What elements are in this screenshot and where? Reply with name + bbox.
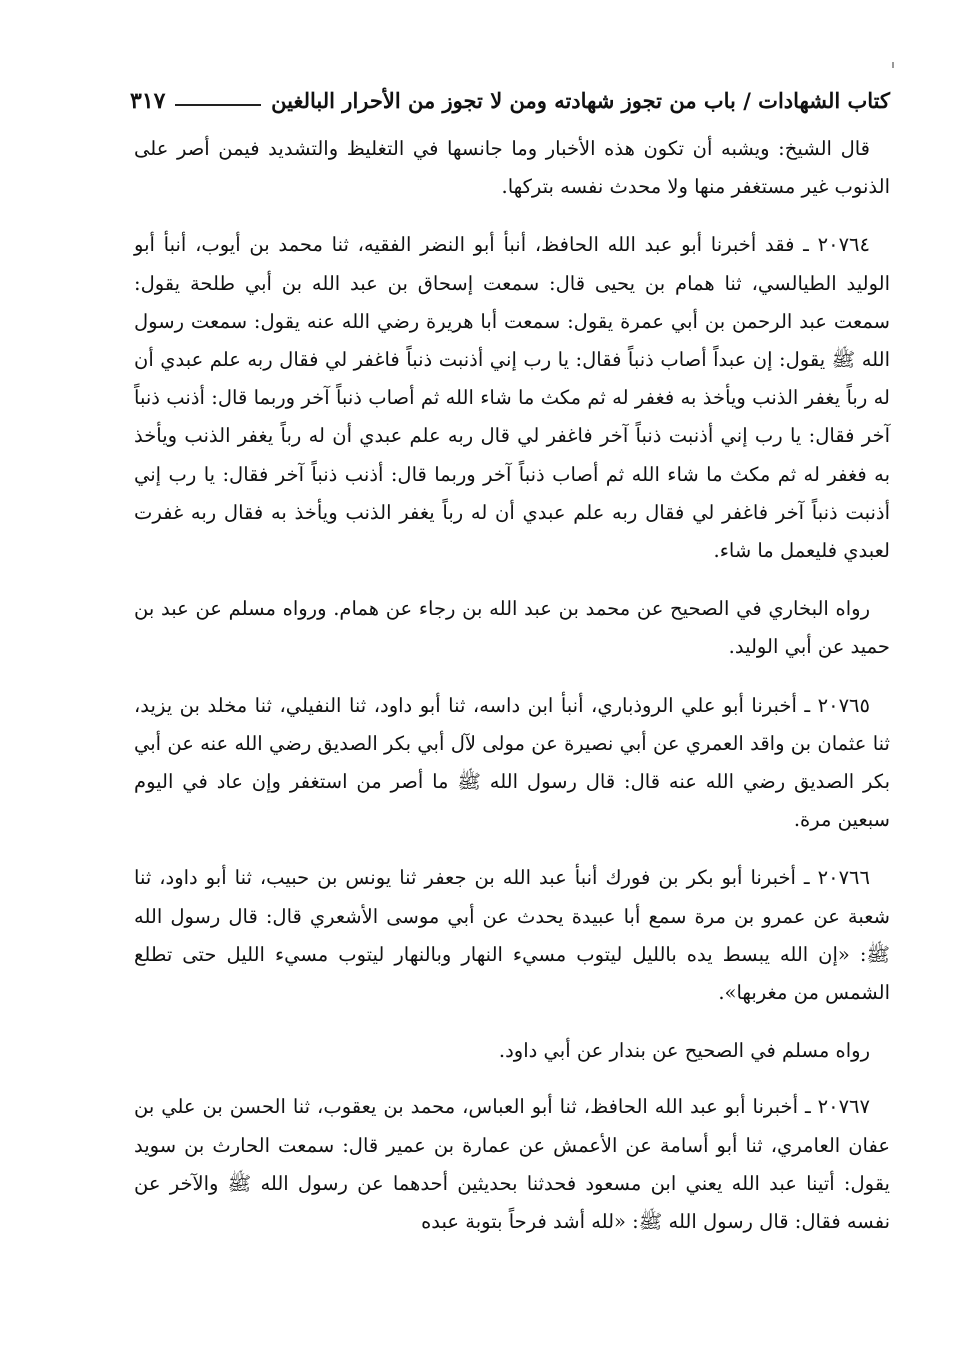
header-rule bbox=[175, 104, 261, 106]
takhrij-paragraph: رواه البخاري في الصحيح عن محمد بن عبد الله بن رجاء عن همام. ورواه مسلم عن عبد بن حميد عن أبي الوليد. bbox=[134, 597, 890, 659]
hadith-20766: ٢٠٧٦٦ ـ أخبرنا أبو بكر بن فورك أنبأ عبد الله بن جعفر ثنا يونس بن حبيب، ثنا أبو داود، ثنا شعبة عن عمرو بن مرة سمع أبا عبيدة يحدث عن أبي موسى الأشعري قال: قال رسول الله ﷺ: «إن الله يبسط يده بالليل ليتوب مسيء النهار وبالنهار ليتوب مسيء الليل حتى تطلع الشمس من مغربها». bbox=[134, 866, 890, 1005]
hadith-20764: ٢٠٧٦٤ ـ فقد أخبرنا أبو عبد الله الحافظ، أنبأ أبو النضر الفقيه، ثنا محمد بن أيوب، أنبأ أبو الوليد الطيالسي، ثنا همام بن يحيى قال: سمعت إسحاق بن عبد الله بن أبي طلحة يقول: سمعت عبد الرحمن بن أبي عمرة يقول: سمعت أبا هريرة رضي الله عنه يقول: سمعت رسول الله ﷺ يقول: إن عبداً أصاب ذنباً فقال: يا رب إني أذنبت ذنباً فاغفر لي فقال ربه علم عبدي أن له رباً يغفر الذنب ويأخذ به فغفر له ثم مكث ما شاء الله ثم أصاب ذنباً آخر وربما قال: أذنب ذنباً آخر فقال: يا رب إني أذنبت ذنباً آخر فاغفر لي قال ربه علم عبدي أن له رباً يغفر الذنب ويأخذ به فغفر له ثم مكث ما شاء الله ثم أصاب ذنباً آخر وربما قال: أذنب ذنباً آخر فقال: يا رب إني أذنبت ذنباً آخر فاغفر لي فقال ربه علم عبدي أن له رباً يغفر الذنب ويأخذ به فقال ربه غفرت لعبدي فليعمل ما شاء. bbox=[134, 233, 890, 563]
page-number: ٣١٧ bbox=[130, 88, 166, 114]
hadith-20767: ٢٠٧٦٧ ـ أخبرنا أبو عبد الله الحافظ، ثنا أبو العباس، محمد بن يعقوب، ثنا الحسن بن علي بن عفان العامري، ثنا أبو أسامة عن الأعمش عن عمارة بن عمير قال: سمعت الحارث بن سويد يقول: أتينا عبد الله يعني ابن مسعود فحدثنا بحديثين أحدهما عن رسول الله ﷺ والآخر عن نفسه فقال: قال رسول الله ﷺ: «لله أشد فرحاً بتوبة عبده bbox=[134, 1095, 890, 1234]
scan-speck bbox=[892, 62, 894, 68]
takhrij-muslim-paragraph: رواه مسلم في الصحيح عن بندار عن أبي داود. bbox=[498, 1039, 870, 1063]
hadith-20765: ٢٠٧٦٥ ـ أخبرنا أبو علي الروذباري، أنبأ ابن داسه، ثنا أبو داود، ثنا النفيلي، ثنا مخلد بن يزيد، ثنا عثمان بن واقد العمري عن أبي نصيرة عن مولى لآل أبي بكر الصديق رضي الله عنه عن أبي بكر الصديق رضي الله عنه قال: قال رسول الله ﷺ ما أصر من استغفر وإن عاد في اليوم سبعين مرة. bbox=[134, 693, 890, 832]
page-body bbox=[134, 130, 890, 1261]
running-header bbox=[130, 84, 890, 118]
commentary-paragraph: قال الشيخ: ويشبه أن تكون هذه الأخبار وما جانسها في التغليظ والتشديد فيمن أصر على الذنوب غير مستغفر منها ولا محدث نفسه بتركها. bbox=[134, 137, 890, 199]
chapter-title: كتاب الشهادات / باب من تجوز شهادته ومن لا تجوز من الأحرار البالغين bbox=[271, 88, 890, 113]
